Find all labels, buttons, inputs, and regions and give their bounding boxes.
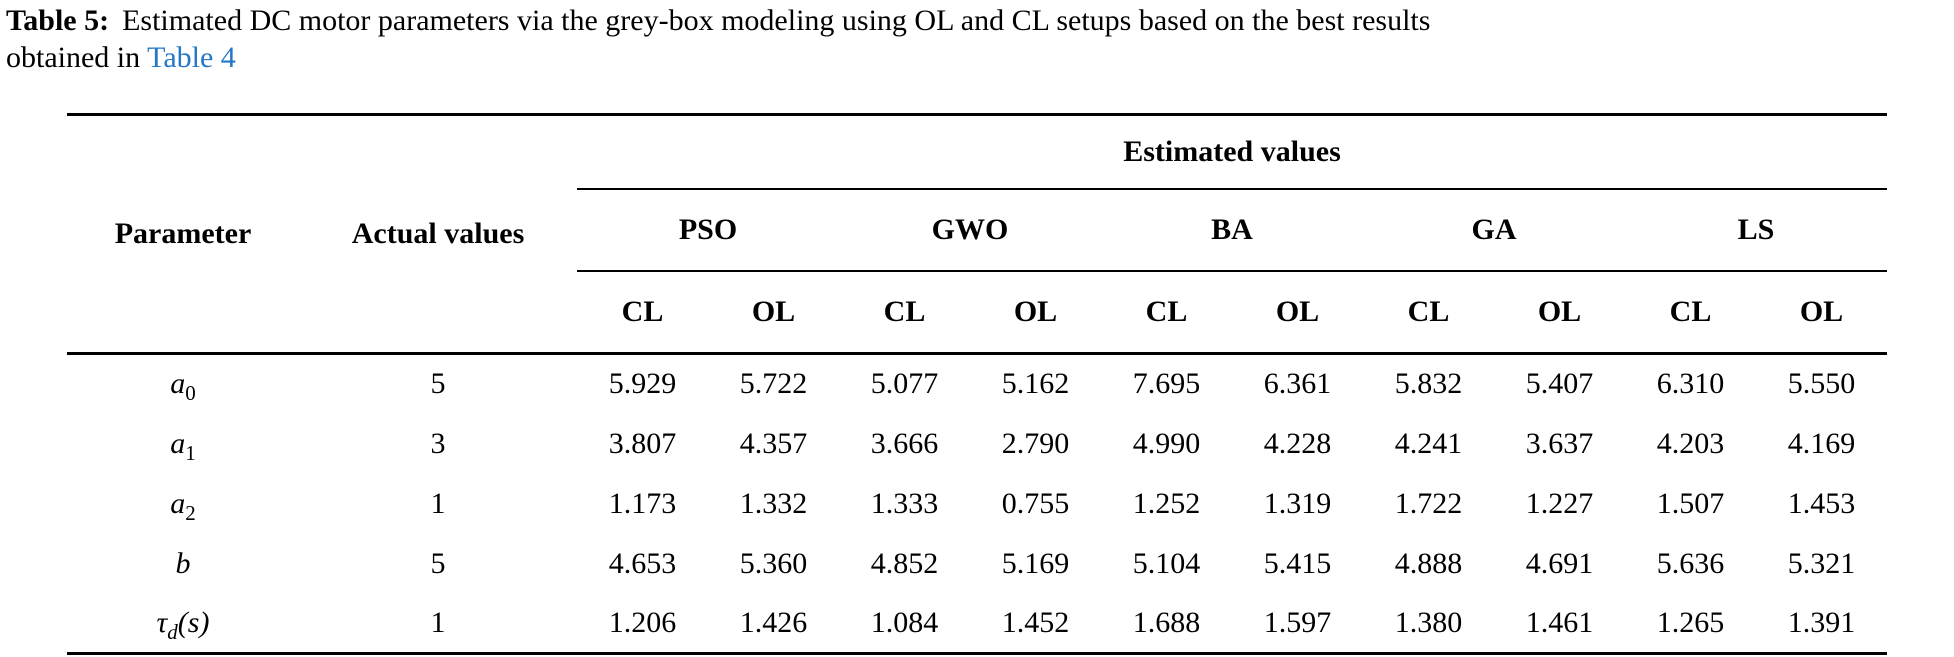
estimated-value-cell: 5.722 (739, 367, 808, 401)
setup-header-ls-cl: CL (1625, 271, 1756, 354)
estimated-value-cell: 1.461 (1494, 594, 1625, 654)
estimated-values-header: Estimated values (577, 115, 1887, 190)
estimated-value-cell: 5.415 (1263, 546, 1332, 580)
caption-label: Table 5: (6, 4, 110, 37)
estimated-value-cell: 1.722 (1394, 486, 1463, 520)
estimated-value-cell: 3.637 (1525, 426, 1594, 460)
caption-text-line2: obtained in (6, 41, 141, 74)
actual-value-cell: 3 (430, 426, 446, 460)
actual-value-cell: 5 (430, 367, 446, 401)
estimated-value-cell: 5.077 (870, 367, 939, 401)
estimated-value-cell: 4.990 (1132, 426, 1201, 460)
estimated-value-cell: 4.203 (1656, 426, 1725, 460)
estimated-value-cell: 5.169 (1001, 546, 1070, 580)
estimated-value-cell: 1.452 (970, 594, 1101, 654)
setup-header-pso-ol: OL (708, 271, 839, 354)
estimated-value-cell: 5.550 (1787, 367, 1856, 401)
estimated-value-cell: 4.653 (608, 546, 677, 580)
table-row (67, 354, 1887, 414)
table-row (67, 414, 1887, 474)
estimated-value-cell: 4.169 (1787, 426, 1856, 460)
estimated-value-cell: 1.426 (708, 594, 839, 654)
estimated-value-cell: 7.695 (1132, 367, 1201, 401)
estimated-value-cell: 4.888 (1394, 546, 1463, 580)
setup-header-ba-cl: CL (1101, 271, 1232, 354)
estimated-value-cell: 1.332 (739, 486, 808, 520)
estimated-value-cell: 4.228 (1263, 426, 1332, 460)
estimated-value-cell: 2.790 (1001, 426, 1070, 460)
actual-value-cell: 1 (430, 486, 446, 520)
estimated-value-cell: 5.162 (1001, 367, 1070, 401)
parameter-cell: $a_1$ (170, 426, 196, 465)
estimated-value-cell: 1.319 (1263, 486, 1332, 520)
estimated-value-cell: 1.380 (1363, 594, 1494, 654)
setup-header-ba-ol: OL (1232, 271, 1363, 354)
estimated-value-cell: 4.691 (1525, 546, 1594, 580)
estimated-value-cell: 4.357 (739, 426, 808, 460)
method-header-ga: GA (1363, 189, 1625, 271)
parameter-cell: b (175, 546, 191, 580)
caption-line-1 (6, 2, 1948, 39)
parameter-cell: $a_0$ (170, 367, 196, 406)
estimated-value-cell: 1.597 (1232, 594, 1363, 654)
estimated-value-cell: 1.688 (1101, 594, 1232, 654)
caption-line-2 (6, 39, 1948, 76)
setup-header-ls-ol: OL (1756, 271, 1887, 354)
estimated-value-cell: 6.310 (1656, 367, 1725, 401)
method-header-ls: LS (1625, 189, 1887, 271)
estimated-value-cell: 1.084 (839, 594, 970, 654)
estimated-value-cell: 1.173 (608, 486, 677, 520)
estimated-value-cell: 5.832 (1394, 367, 1463, 401)
setup-header-ga-ol: OL (1494, 271, 1625, 354)
parameter-column-header: Parameter (67, 115, 299, 354)
table-caption (0, 0, 1954, 76)
estimated-value-cell: 1.453 (1787, 486, 1856, 520)
estimated-value-cell: 5.636 (1656, 546, 1725, 580)
estimated-value-cell: 1.333 (870, 486, 939, 520)
setup-header-pso-cl: CL (577, 271, 708, 354)
method-header-gwo: GWO (839, 189, 1101, 271)
estimated-value-cell: 5.104 (1132, 546, 1201, 580)
estimated-value-cell: 5.929 (608, 367, 677, 401)
table-row (67, 534, 1887, 594)
estimated-value-cell: 1.507 (1656, 486, 1725, 520)
estimated-value-cell: 1.265 (1625, 594, 1756, 654)
actual-values-column-header: Actual values (299, 115, 577, 354)
table-row (67, 474, 1887, 534)
estimated-value-cell: 5.360 (739, 546, 808, 580)
estimated-value-cell: 1.252 (1132, 486, 1201, 520)
estimated-value-cell: 0.755 (1001, 486, 1070, 520)
estimated-value-cell: 5.321 (1787, 546, 1856, 580)
estimated-value-cell: 6.361 (1263, 367, 1332, 401)
setup-header-ga-cl: CL (1363, 271, 1494, 354)
table-body (67, 354, 1887, 654)
parameter-cell: $\tau_d(s)$ (67, 594, 299, 654)
actual-value-cell: 1 (299, 594, 577, 654)
parameters-table (67, 113, 1887, 655)
setup-header-gwo-ol: OL (970, 271, 1101, 354)
table-row (67, 594, 1887, 654)
setup-header-gwo-cl: CL (839, 271, 970, 354)
estimated-value-cell: 1.206 (577, 594, 708, 654)
method-header-ba: BA (1101, 189, 1363, 271)
estimated-value-cell: 4.241 (1394, 426, 1463, 460)
method-header-pso: PSO (577, 189, 839, 271)
estimated-value-cell: 3.807 (608, 426, 677, 460)
estimated-value-cell: 1.391 (1756, 594, 1887, 654)
parameter-cell: $a_2$ (170, 486, 196, 525)
estimated-value-cell: 5.407 (1525, 367, 1594, 401)
estimated-value-cell: 4.852 (870, 546, 939, 580)
caption-text-line1: Estimated DC motor parameters via the grey-box modeling using OL and CL setups based on the best results (122, 4, 1431, 37)
estimated-value-cell: 1.227 (1525, 486, 1594, 520)
actual-value-cell: 5 (430, 546, 446, 580)
estimated-value-cell: 3.666 (870, 426, 939, 460)
table-4-link[interactable]: Table 4 (147, 41, 236, 74)
